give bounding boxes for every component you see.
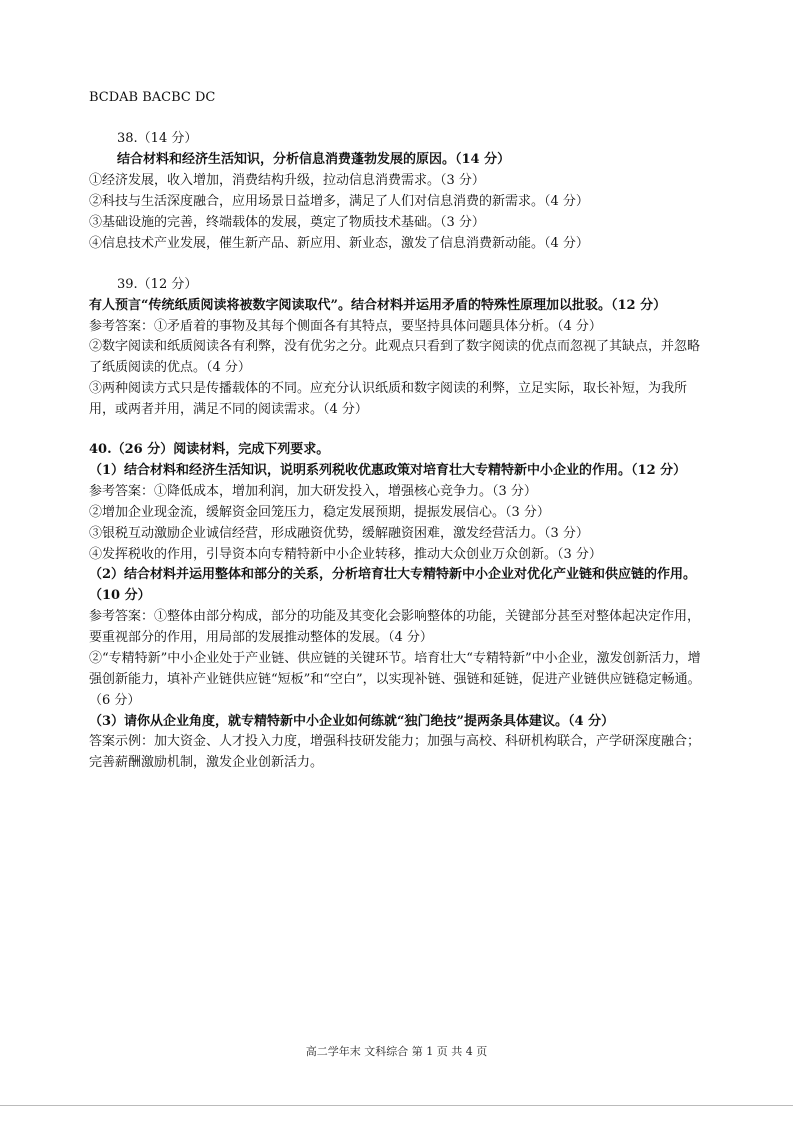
q38-point-3: ③基础设施的完善，终端载体的发展，奠定了物质技术基础。（3 分） [89,215,485,230]
q40-part1-point-2: ②增加企业现金流，缓解资金回笼压力，稳定发展预期，提振发展信心。（3 分） [89,505,550,520]
q39-answer-1: 参考答案：①矛盾着的事物及其每个侧面各有其特点，要坚持具体问题具体分析。（4 分） [89,319,602,334]
q40-part2-answer-1: 参考答案：①整体由部分构成，部分的功能及其变化会影响整体的功能，关键部分甚至对整体起决定作用，要重视部分的作用，用局部的发展推动整体的发展。（4 分） [89,609,701,645]
q40-part1-point-3: ③银税互动激励企业诚信经营，形成融资优势，缓解融资困难，激发经营活力。（3 分） [89,526,589,541]
q40-part3-answer: 答案示例：加大资金、人才投入力度，增强科技研发能力；加强与高校、科研机构联合，产学研深度融合；完善薪酬激励机制，激发企业创新活力。 [89,734,701,770]
q40-part1-point-1: 参考答案：①降低成本，增加利润，加大研发投入，增强核心竞争力。（3 分） [89,484,537,499]
q39-answer-3: ③两种阅读方式只是传播载体的不同。应充分认识纸质和数字阅读的利弊，立足实际，取长补短，为我所用，或两者并用，满足不同的阅读需求。（4 分） [89,381,688,417]
page-footer: 高二学年末 文科综合 第 1 页 共 4 页 [305,1045,488,1058]
q38-point-2: ②科技与生活深度融合，应用场景日益增多，满足了人们对信息消费的新需求。（4 分） [89,194,589,209]
q38-point-4: ④信息技术产业发展，催生新产品、新应用、新业态，激发了信息消费新动能。（4 分） [89,236,589,251]
multiple-choice-answers: BCDAB BACBC DC [89,90,216,105]
q40-part1-point-4: ④发挥税收的作用，引导资本向专精特新中小企业转移，推动大众创业万众创新。（3 分） [89,547,602,562]
q38-header: 38.（14 分） [117,131,198,146]
bottom-divider [0,1105,793,1106]
q39-header: 39.（12 分） [117,277,198,292]
q40-header: 40.（26 分）阅读材料，完成下列要求。 [89,442,330,457]
q38-question: 结合材料和经济生活知识，分析信息消费蓬勃发展的原因。（14 分） [117,152,511,167]
q39-answer-2: ②数字阅读和纸质阅读各有利弊，没有优劣之分。此观点只看到了数字阅读的优点而忽视了其缺点，并忽略了纸质阅读的优点。（4 分） [89,339,701,375]
q40-part3-question: （3）请你从企业角度，就专精特新中小企业如何练就“独门绝技”提两条具体建议。（4 分） [89,714,615,729]
q40-part2-answer-2: ②“专精特新”中小企业处于产业链、供应链的关键环节。培育壮大“专精特新”中小企业，激发创新活力，增强创新能力，填补产业链供应链“短板”和“空白”，以实现补链、强链和延链，促进产业链供应链稳定畅通。（6 分） [89,651,701,708]
q40-part2-question: （2）结合材料并运用整体和部分的关系，分析培育壮大专精特新中小企业对优化产业链和供应链的作用。（10 分） [89,567,697,603]
q39-question: 有人预言“传统纸质阅读将被数字阅读取代”。结合材料并运用矛盾的特殊性原理加以批驳。（12 分） [89,298,667,313]
q38-point-1: ①经济发展，收入增加，消费结构升级，拉动信息消费需求。（3 分） [89,173,485,188]
q40-part1-question: （1）结合材料和经济生活知识，说明系列税收优惠政策对培育壮大专精特新中小企业的作用。（12 分） [89,463,687,478]
